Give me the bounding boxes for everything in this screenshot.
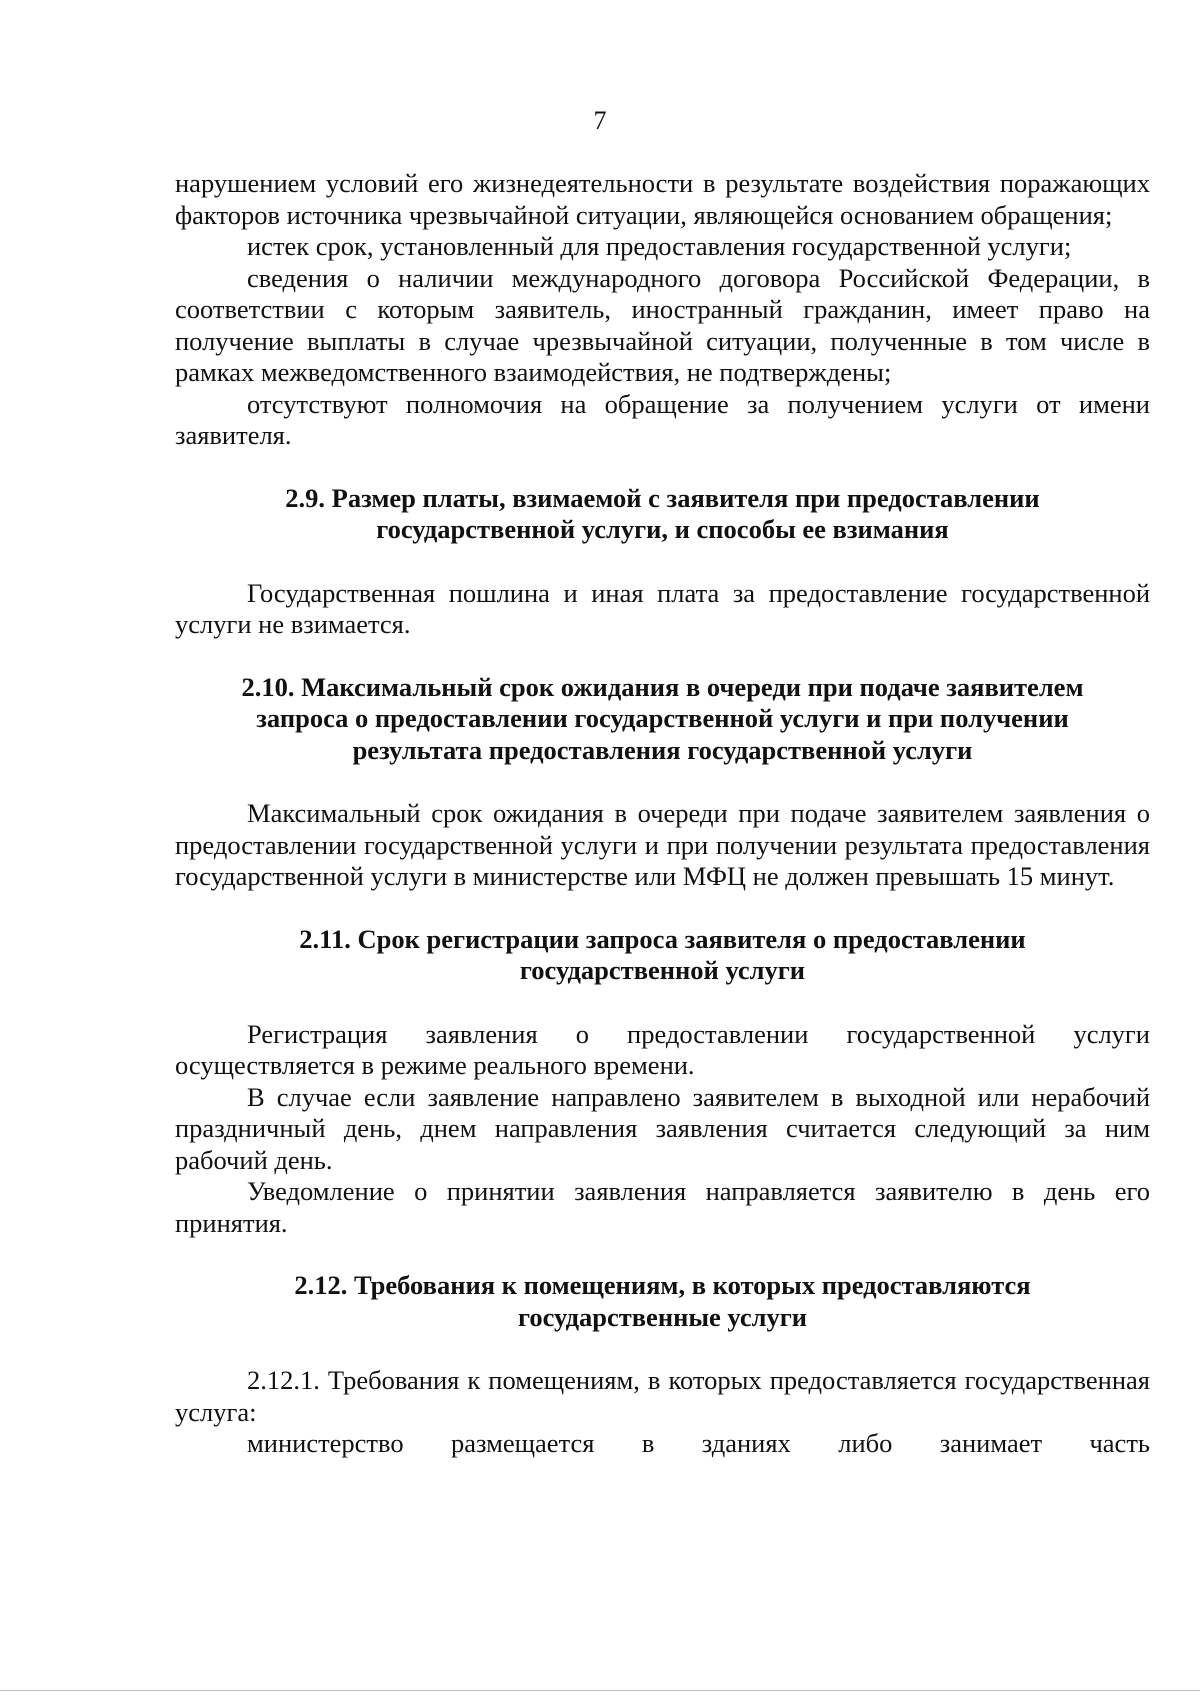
paragraph: 2.12.1. Требования к помещениям, в которых предоставляется государственная услуга:	[175, 1365, 1150, 1427]
section-heading-line: 2.9. Размер платы, взимаемой с заявителя при предоставлении	[285, 482, 1040, 513]
paragraph: отсутствуют полномочия на обращение за получением услуги от имени заявителя.	[175, 388, 1150, 450]
paragraph: В случае если заявление направлено заявителем в выходной или нерабочий праздничный день, днем направления заявления считается следующий за ним рабочий день.	[175, 1081, 1150, 1175]
section-heading	[175, 924, 1150, 987]
paragraph: министерство размещается в зданиях либо занимает часть	[247, 1428, 1150, 1458]
section-heading-line: 2.12. Требования к помещениям, в которых предоставляются	[294, 1270, 1031, 1300]
paragraph: сведения о наличии международного договора Российской Федерации, в соответствии с которым заявитель, иностранный гражданин, имеет право на получение выплаты в случае чрезвычайной ситуации, полученные в том числе в рамках межведомственного взаимодействия, не подтверждены;	[175, 262, 1150, 387]
section-heading-line: 2.10. Максимальный срок ожидания в очереди при подаче заявителем	[241, 671, 1084, 702]
document-body	[175, 168, 1150, 1460]
section-heading	[175, 1270, 1150, 1333]
paragraph: Государственная пошлина и иная плата за предоставление государственной услуги не взимается.	[175, 577, 1150, 639]
section-heading-line: результата предоставления государственной услуги	[352, 734, 973, 765]
paragraph: Регистрация заявления о предоставлении государственной услуги осуществляется в режиме реального времени.	[175, 1018, 1150, 1080]
paragraph: Максимальный срок ожидания в очереди при подаче заявителем заявления о предоставлении государственной услуги и при получении результата предоставления государственной услуги в министерстве или МФЦ не должен превышать 15 минут.	[175, 798, 1150, 891]
paragraph: истек срок, установленный для предоставления государственной услуги;	[247, 231, 1072, 261]
section-heading-line: 2.11. Срок регистрации запроса заявителя о предоставлении	[299, 923, 1026, 954]
scan-edge-line	[0, 1690, 1200, 1691]
section-heading-line: государственной услуги, и способы ее взимания	[376, 514, 949, 544]
section-heading-line: государственной услуги	[519, 955, 806, 985]
page-number: 7	[593, 106, 607, 135]
section-heading	[175, 483, 1150, 546]
paragraph: нарушением условий его жизнедеятельности в результате воздействия поражающих факторов источника чрезвычайной ситуации, являющейся основанием обращения;	[175, 168, 1150, 230]
paragraph: Уведомление о принятии заявления направляется заявителю в день его принятия.	[175, 1176, 1150, 1238]
section-heading-line: государственные услуги	[517, 1301, 808, 1332]
section-heading	[175, 672, 1150, 767]
section-heading-line: запроса о предоставлении государственной услуги и при получении	[256, 703, 1069, 733]
